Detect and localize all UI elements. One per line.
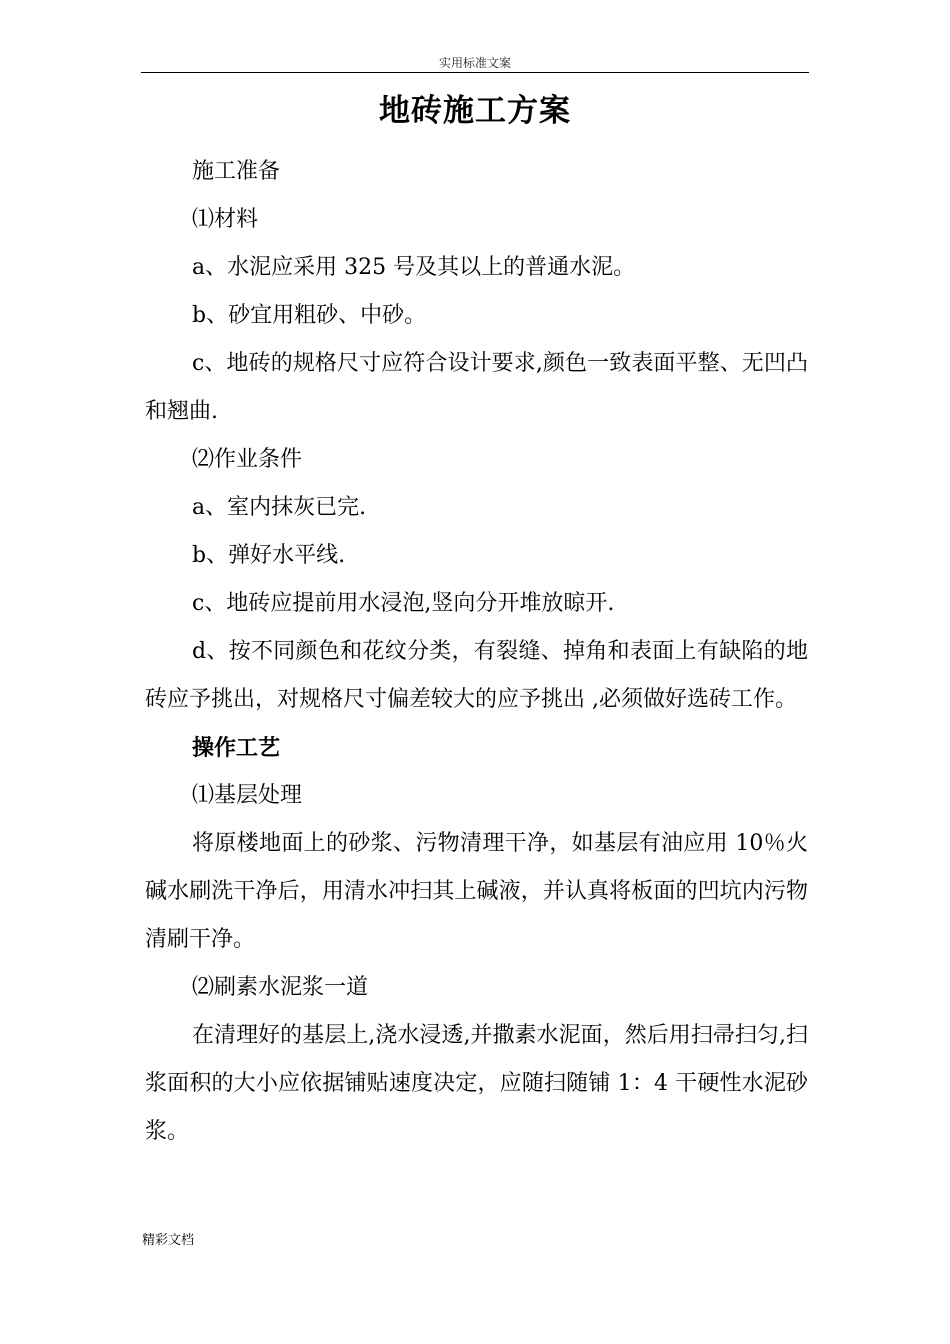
subheading-base-treatment: ⑴基层处理: [192, 783, 303, 808]
paragraph-base-cleaning: 将原楼地面上的砂浆、污物清理干净，如基层有油应用 10％火碱水刷洗干净后，用清水冲扫其上碱液，并认真将板面的凹坑内污物清刷干净。: [145, 831, 808, 952]
paragraph-tile-spec: c、地砖的规格尺寸应符合设计要求,颜色一致表面平整、无凹凸和翘曲.: [145, 351, 808, 424]
paragraph-sorting: d、按不同颜色和花纹分类，有裂缝、掉角和表面上有缺陷的地砖应予挑出，对规格尺寸偏差较大的应予挑出 ,必须做好选砖工作。: [145, 639, 808, 712]
subheading-cement-slurry: ⑵刷素水泥浆一道: [192, 975, 369, 1000]
paragraph-sand: b、砂宜用粗砂、中砂。: [192, 303, 427, 328]
paragraph-slurry-application: 在清理好的基层上,浇水浸透,并撒素水泥面，然后用扫帚扫匀,扫浆面积的大小应依据铺贴速度决定，应随扫随铺 1：4 干硬性水泥砂浆。: [145, 1023, 808, 1144]
page-header: 实用标准文案: [141, 56, 809, 73]
paragraph-cement: a、水泥应采用 325 号及其以上的普通水泥。: [192, 255, 636, 280]
page-footer: 精彩文档: [142, 1233, 195, 1248]
section-heading-process: 操作工艺: [192, 735, 281, 761]
document-body: [145, 148, 808, 1156]
subheading-work-conditions: ⑵作业条件: [192, 447, 303, 472]
subheading-materials: ⑴材料: [192, 207, 259, 232]
paragraph-level-line: b、弹好水平线.: [192, 543, 346, 568]
paragraph-soaking: c、地砖应提前用水浸泡,竖向分开堆放晾开.: [192, 591, 615, 616]
section-heading-preparation: 施工准备: [192, 159, 281, 184]
paragraph-plastering: a、室内抹灰已完.: [192, 495, 367, 520]
document-title: 地砖施工方案: [379, 93, 571, 129]
